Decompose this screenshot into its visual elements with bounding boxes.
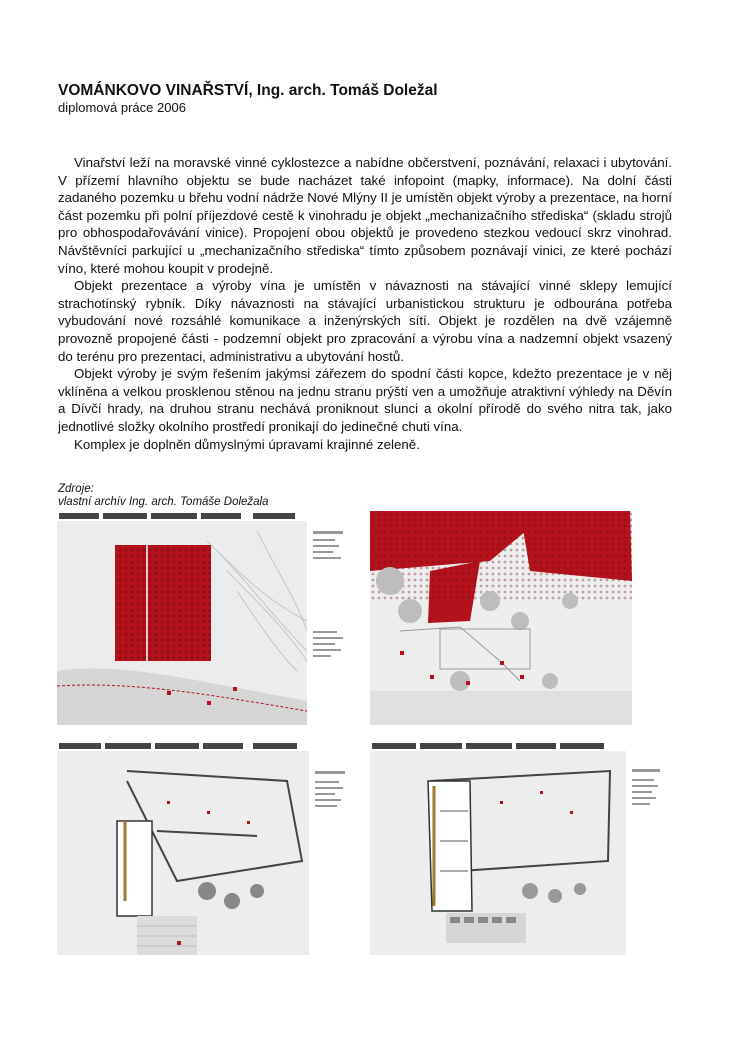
document-subtitle: diplomová práce 2006 (58, 100, 186, 115)
source-label: Zdroje: (58, 483, 94, 495)
detail-site-plan-drawing (370, 511, 678, 725)
paragraph-1: Vinařství leží na moravské vinné cyklostezce a nabídne občerstvení, poznávání, relaxaci i ubytování. V přízemí hlavního objektu se bude nacházet také infopoint (mapky, informace). Na dolní části zadaného pozemku u břehu vodní nádrže Nové Mlýny II je umístěn objekt výroby a prezentace, na horní část pozemku při polní příjezdové cestě k vinohradu je objekt „mechanizačního střediska“ (skladu strojů pro obhospodařovávání vinice). Propojení obou objektů je provedeno stezkou vedoucí skrz vinohrad. Návštěvníci parkující u „mechanizačního střediska“ tímto způsobem poznávají vinici, ze které pochází víno, které mohou koupit v prodejně. (58, 155, 672, 276)
document-title: VOMÁNKOVO VINAŘSTVÍ, Ing. arch. Tomáš Doležal (58, 82, 438, 99)
paragraph-4: Komplex je doplněn důmyslnými úpravami krajinné zeleně. (74, 436, 420, 452)
body-text (58, 154, 672, 453)
source-text: vlastní archív Ing. arch. Tomáše Doležala (58, 496, 269, 508)
site-plan-drawing (57, 511, 365, 725)
paragraph-3: Objekt výroby je svým řešením jakýmsi zářezem do spodní části kopce, kdežto prezentace je v něj vklíněna a velkou prosklenou stěnou na jednu stranu prýští ven a umožňuje atraktivní výhledy na Děvín a Dívčí hrady, na druhou stranu nechává proniknout slunci a okolní přírodě do svého nitra tak, jako jednotlivé složky okolního prostředí pronikají do jedinečné chuti vína. (58, 366, 672, 434)
floor-plan-drawing-1 (57, 741, 365, 955)
floor-plan-drawing-2 (370, 741, 678, 955)
paragraph-2: Objekt prezentace a výroby vína je umístěn v návaznosti na stávající vinné sklepy lemující strachotínský rybník. Díky návaznosti na stávající urbanistickou strukturu je odbourána potřeba vybudování nové rozsáhlé komunikace a inženýrských sítí. Objekt je rozdělen na dvě vzájemně provozně propojené části - podzemní objekt pro zpracování a výrobu vína a nadzemní objekt vsazený do terénu pro prezentaci, administrativu a ubytování hostů. (58, 278, 672, 364)
